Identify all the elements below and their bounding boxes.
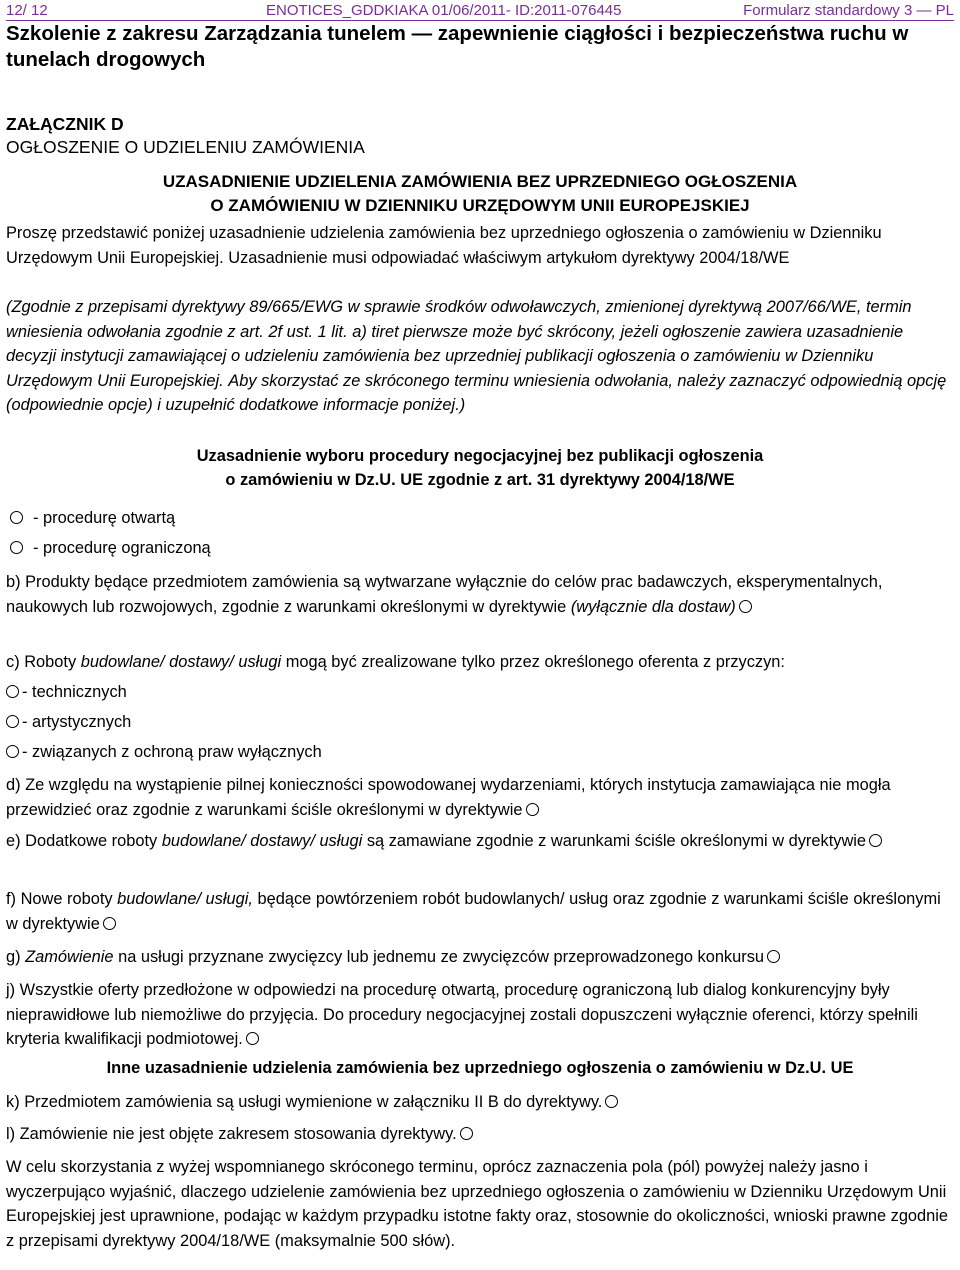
item-j: [6, 978, 954, 1052]
item-l-text: l) Zamówienie nie jest objęte zakresem stosowania dyrektywy.: [6, 1125, 457, 1143]
item-e-italic: budowlane/ dostawy/ usługi: [161, 832, 363, 850]
intro-note-italic2: Aby skorzystać ze skróconego terminu wniesienia odwołania, należy zaznaczyć odpowiednią opcję (odpowiednie opcje) i uzupełnić dodatkowe informacje poniżej.): [6, 371, 947, 414]
item-f-post: będące powtórzeniem robót budowlanych/ usług oraz zgodnie z warunkami ściśle określonymi w dyrektywie: [6, 890, 941, 933]
option-label: - procedurę otwartą: [33, 509, 176, 527]
radio-icon[interactable]: [10, 541, 23, 554]
item-f-pre: f) Nowe roboty: [6, 890, 113, 908]
item-b: [6, 570, 954, 619]
page-number: 12/ 12: [6, 2, 48, 19]
item-j-text: j) Wszystkie oferty przedłożone w odpowiedzi na procedurę otwartą, procedurę ograniczoną lub dialog konkurencyjny były nieprawidłowe lub niemożliwe do przyjęcia. Do procedury negocjacyjnej zostali dopuszczeni wyłącznie oferenci, którzy spełnili kryteria kwalifikacji podmiotowej.: [6, 981, 918, 1048]
item-f: [6, 887, 954, 936]
option-label: - technicznych: [22, 683, 127, 701]
radio-icon[interactable]: [246, 1032, 259, 1045]
option-label: - artystycznych: [22, 713, 132, 731]
item-e-pre: e) Dodatkowe roboty: [6, 832, 158, 850]
item-e-post: są zamawiane zgodnie z warunkami ściśle określonymi w dyrektywie: [366, 832, 867, 850]
radio-icon[interactable]: [526, 803, 539, 816]
intro-note: [6, 295, 954, 418]
option-restricted-procedure[interactable]: [8, 536, 211, 560]
radio-icon[interactable]: [739, 600, 752, 613]
closing-paragraph: W celu skorzystania z wyżej wspomnianego skróconego terminu, oprócz zaznaczenia pola (pól) powyżej należy jasno i wyczerpująco wyjaśnić, dlaczego udzielenie zamówienia bez uprzedniego ogłoszenia o zamówieniu w Dzienniku Urzędowym Unii Europejskiej jest uprawnione, podając w każdym przypadku istotne fakty oraz, stosownie do okoliczności, wnioski prawne zgodnie z przepisami dyrektywy 2004/18/WE (maksymalnie 500 słów).: [6, 1158, 949, 1250]
subheading-line1: Uzasadnienie wyboru procedury negocjacyjnej bez publikacji ogłoszenia: [196, 447, 764, 465]
item-d: [6, 773, 954, 822]
option-exclusive-rights[interactable]: [6, 740, 954, 765]
item-k-text: k) Przedmiotem zamówienia są usługi wymienione w załączniku II B do dyrektywy.: [6, 1093, 603, 1111]
item-c-post: mogą być zrealizowane tylko przez określonego oferenta z przyczyn:: [285, 653, 785, 671]
radio-icon[interactable]: [10, 511, 23, 524]
annex-subtitle: OGŁOSZENIE O UDZIELENIU ZAMÓWIENIA: [6, 137, 365, 157]
item-f-italic: budowlane/ usługi,: [117, 890, 253, 908]
intro-note-italic: (Zgodnie z przepisami dyrektywy 89/665/EWG w sprawie środków odwoławczych, zmienionej dyrektywą 2007/66/WE, termin wniesienia odwołania zgodnie z art. 2f ust. 1 lit.: [6, 298, 912, 341]
option-artistic[interactable]: [6, 710, 954, 735]
item-k: [6, 1090, 954, 1115]
radio-icon[interactable]: [767, 950, 780, 963]
subheading: [120, 444, 840, 492]
option-technical[interactable]: [6, 680, 954, 705]
form-name: Formularz standardowy 3 — PL: [743, 2, 954, 19]
radio-icon[interactable]: [605, 1095, 618, 1108]
option-open-procedure[interactable]: [8, 506, 175, 530]
radio-icon[interactable]: [460, 1127, 473, 1140]
intro-paragraph: Proszę przedstawić poniżej uzasadnienie udzielenia zamówienia bez uprzedniego ogłoszenia o zamówieniu w Dzienniku Urzędowym Unii Europejskiej. Uzasadnienie musi odpowiadać właściwym artykułom dyrektywy 2004/18/WE: [6, 224, 882, 267]
other-justification-heading: Inne uzasadnienie udzielenia zamówienia bez uprzedniego ogłoszenia o zamówieniu w Dz.U. UE: [106, 1059, 854, 1077]
radio-icon[interactable]: [103, 917, 116, 930]
item-c: [6, 650, 954, 675]
page-header: [6, 0, 954, 22]
section-heading-line2: O ZAMÓWIENIU W DZIENNIKU URZĘDOWYM UNII EUROPEJSKIEJ: [210, 196, 750, 215]
document-title: Szkolenie z zakresu Zarządzania tunelem — zapewnienie ciągłości i bezpieczeństwa ruchu w tunelach drogowych: [6, 22, 909, 71]
notice-id: ENOTICES_GDDKIAKA 01/06/2011- ID:2011-076445: [266, 2, 622, 19]
radio-icon[interactable]: [6, 745, 19, 758]
item-l: [6, 1122, 954, 1147]
annex-label: ZAŁĄCZNIK D: [6, 114, 124, 134]
item-g-post: na usługi przyznane zwycięzcy lub jednemu ze zwycięzców przeprowadzonego konkursu: [118, 948, 765, 966]
radio-icon[interactable]: [6, 685, 19, 698]
section-heading-line1: UZASADNIENIE UDZIELENIA ZAMÓWIENIA BEZ UPRZEDNIEGO OGŁOSZENIA: [162, 172, 798, 191]
item-g: [6, 945, 954, 970]
subheading-line2: o zamówieniu w Dz.U. UE zgodnie z art. 31 dyrektywy 2004/18/WE: [225, 471, 735, 489]
item-e: [6, 829, 954, 854]
item-g-pre: g): [6, 948, 21, 966]
item-c-pre: c) Roboty: [6, 653, 77, 671]
option-label: - związanych z ochroną praw wyłącznych: [22, 743, 322, 761]
radio-icon[interactable]: [6, 715, 19, 728]
item-b-italic: (wyłącznie dla dostaw): [570, 597, 736, 616]
item-g-italic: Zamówienie: [25, 948, 114, 966]
item-c-italic: budowlane/ dostawy/ usługi: [80, 653, 282, 671]
radio-icon[interactable]: [869, 834, 882, 847]
option-label: - procedurę ograniczoną: [33, 539, 211, 557]
intro-note-body: a) tiret pierwsze może być skrócony, jeżeli ogłoszenie zawiera uzasadnienie decyzji instytucji zamawiającej o udzieleniu zamówienia bez uprzedniej publikacji ogłoszenia o zamówieniu w Dzienniku Urzędowym Unii Europejskiej.: [6, 322, 904, 390]
item-d-text: d) Ze względu na wystąpienie pilnej konieczności spowodowanej wydarzeniami, których instytucja zamawiająca nie mogła przewidzieć oraz zgodnie z warunkami ściśle określonymi w dyrektywie: [6, 776, 891, 819]
section-heading: [6, 170, 954, 218]
item-b-text: b) Produkty będące przedmiotem zamówienia są wytwarzane wyłącznie do celów prac badawczych, eksperymentalnych, naukowych lub rozwojowych, zgodnie z warunkami określonymi w dyrektywie: [6, 573, 883, 616]
